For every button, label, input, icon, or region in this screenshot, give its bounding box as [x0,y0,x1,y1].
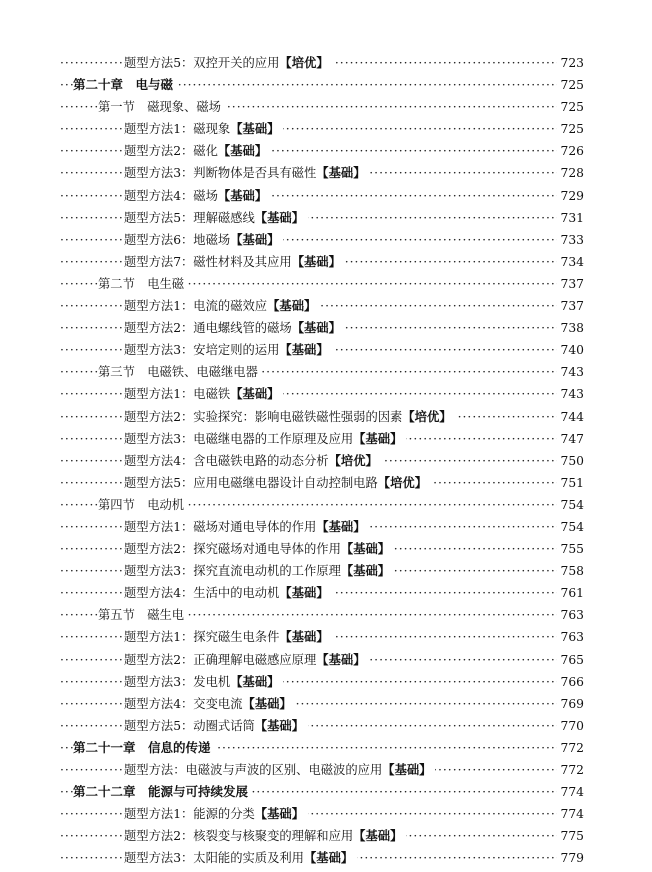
difficulty-tag: 培优 [414,409,440,424]
difficulty-tag: 基础 [353,542,378,557]
tag-bracket-close: 】 [414,474,427,490]
difficulty-tag: 基础 [353,564,378,579]
toc-entry-method[interactable] [0,649,652,671]
tag-bracket-open: 【 [303,850,317,866]
tag-bracket-open: 【 [377,474,391,490]
toc-entry-label: 第二十章 电与磁 [73,77,174,93]
toc-entry-method[interactable] [0,229,652,251]
toc-entry-method[interactable] [0,671,652,693]
tag-bracket-close: 】 [267,386,280,402]
toc-entry-method[interactable] [0,317,652,339]
tag-bracket-close: 】 [267,673,280,689]
toc-entry-label: 第二十一章 信息的传递 [73,739,211,755]
toc-entry-label: 题型方法3：判断物体是否具有磁性 [124,166,317,181]
toc-entry-text [124,450,382,472]
toc-entry-label: 题型方法3：电磁继电器的工作原理及应用 [124,431,354,446]
difficulty-tag: 基础 [230,188,255,203]
toc-entry-label: 题型方法4：含电磁铁电路的动态分析 [124,453,329,468]
difficulty-tag: 基础 [394,763,420,777]
toc-entry-label: 题型方法3：探究直流电动机的工作原理 [124,564,341,579]
toc-entry-text [124,759,435,781]
tag-bracket-close: 】 [304,298,317,314]
page-number: 743 [557,361,584,383]
table-of-contents [0,52,652,869]
difficulty-tag: 基础 [365,431,391,446]
toc-entry-method[interactable] [0,140,652,162]
toc-entry-method[interactable] [0,383,652,405]
difficulty-tag: 基础 [328,519,354,534]
tag-bracket-open: 【 [316,651,329,667]
tag-bracket-close: 】 [328,253,341,269]
toc-entry-label: 题型方法3：安培定则的运用 [124,343,280,358]
page-number: 726 [557,140,584,162]
toc-entry-text [124,626,333,648]
tag-bracket-close: 】 [279,695,292,711]
toc-entry-label: 第一节 磁现象、磁场 [98,100,221,115]
tag-bracket-close: 】 [353,165,366,181]
page-number: 763 [557,626,584,648]
toc-entry-section[interactable] [0,96,652,118]
toc-entry-method[interactable] [0,207,652,229]
toc-entry-label: 第五节 磁生电 [98,608,185,623]
toc-entry-text [124,229,283,251]
toc-entry-method[interactable] [0,185,652,207]
tag-bracket-close: 】 [390,828,403,844]
tag-bracket-open: 【 [254,717,268,733]
difficulty-tag: 基础 [328,652,354,667]
page-number: 743 [557,383,584,405]
page-number: 734 [557,251,584,273]
toc-entry-section[interactable] [0,361,652,383]
tag-bracket-close: 】 [254,187,268,203]
page-number: 729 [557,185,584,207]
tag-bracket-close: 】 [291,717,305,733]
toc-entry-text [124,317,345,339]
toc-entry-text [124,649,370,671]
page-number: 754 [557,516,584,538]
toc-entry-chapter[interactable] [0,737,652,759]
difficulty-tag: 基础 [267,210,292,225]
toc-entry-label: 题型方法1：电流的磁效应 [124,299,268,314]
toc-entry-label: 题型方法1：磁现象 [124,122,231,137]
tag-bracket-open: 【 [328,452,341,468]
tag-bracket-close: 】 [254,143,268,159]
toc-entry-text [124,162,370,184]
difficulty-tag: 基础 [242,232,268,247]
tag-bracket-open: 【 [230,673,243,689]
tag-bracket-open: 【 [242,695,255,711]
page-number: 761 [557,582,584,604]
toc-entry-text [124,140,271,162]
page-number: 758 [557,560,584,582]
toc-entry-method[interactable] [0,52,652,74]
page-number: 770 [557,715,584,737]
tag-bracket-close: 】 [353,518,366,534]
tag-bracket-open: 【 [382,762,395,777]
toc-entry-method[interactable] [0,538,652,560]
toc-entry-method[interactable] [0,825,652,847]
page-number: 765 [557,649,584,671]
toc-entry-text [124,803,308,825]
page-number: 772 [557,759,584,781]
toc-entry-method[interactable] [0,626,652,648]
toc-entry-label: 题型方法5：应用电磁继电器设计自动控制电路 [124,475,378,490]
tag-bracket-open: 【 [340,541,354,557]
toc-entry-text [124,582,333,604]
toc-entry-chapter[interactable] [0,74,652,96]
tag-bracket-close: 】 [340,850,354,866]
tag-bracket-open: 【 [291,320,304,336]
toc-entry-method[interactable] [0,693,652,715]
tag-bracket-open: 【 [254,209,268,225]
toc-entry-section[interactable] [0,273,652,295]
difficulty-tag: 基础 [365,829,391,844]
tag-bracket-close: 】 [291,806,305,822]
tag-bracket-open: 【 [279,55,292,70]
toc-entry-method[interactable] [0,582,652,604]
page-number: 750 [557,450,584,472]
toc-entry-text [124,383,283,405]
toc-entry-label: 第二十二章 能源与可持续发展 [73,784,249,800]
tag-bracket-open: 【 [291,253,304,269]
tag-bracket-open: 【 [279,629,292,645]
difficulty-tag: 基础 [304,321,329,336]
toc-entry-text [124,538,394,560]
toc-entry-text [124,516,370,538]
difficulty-tag: 基础 [328,166,354,181]
tag-bracket-close: 】 [419,762,432,777]
toc-entry-text [124,560,394,582]
toc-entry-label: 题型方法2：磁化 [124,144,218,159]
toc-entry-label: 题型方法3：发电机 [124,674,231,689]
toc-entry-method[interactable] [0,560,652,582]
difficulty-tag: 基础 [267,718,292,733]
toc-entry-label: 题型方法2：探究磁场对通电导体的作用 [124,542,341,557]
toc-entry-chapter[interactable] [0,781,652,803]
toc-entry-text [98,361,262,383]
page-number: 737 [557,295,584,317]
toc-entry-method[interactable] [0,251,652,273]
tag-bracket-open: 【 [316,518,329,534]
difficulty-tag: 基础 [242,387,268,402]
toc-entry-label: 题型方法7：磁性材料及其应用 [124,254,292,269]
toc-entry-method[interactable] [0,847,652,869]
toc-entry-label: 题型方法：电磁波与声波的区别、电磁波的应用 [124,763,383,777]
toc-entry-method[interactable] [0,406,652,428]
tag-bracket-close: 】 [377,563,391,579]
page-number: 737 [557,273,584,295]
tag-bracket-open: 【 [217,143,231,159]
toc-entry-text [98,273,188,295]
tag-bracket-open: 【 [402,408,415,424]
tag-bracket-close: 】 [353,651,366,667]
tag-bracket-open: 【 [279,585,292,601]
difficulty-tag: 基础 [242,122,268,137]
toc-entry-text [124,207,308,229]
difficulty-tag: 基础 [267,807,292,822]
toc-entry-method[interactable] [0,295,652,317]
toc-entry-label: 第四节 电动机 [98,497,185,512]
difficulty-tag: 基础 [242,674,268,689]
page-number: 779 [557,847,584,869]
tag-bracket-open: 【 [254,806,268,822]
toc-entry-label: 题型方法6：地磁场 [124,232,231,247]
page-number: 769 [557,693,584,715]
toc-entry-text [124,295,320,317]
page-number: 728 [557,162,584,184]
toc-entry-label: 题型方法2：实验探究：影响电磁铁磁性强弱的因素 [124,409,403,424]
difficulty-tag: 基础 [254,696,280,711]
difficulty-tag: 基础 [291,343,317,358]
toc-entry-label: 题型方法4：生活中的电动机 [124,586,280,601]
toc-entry-label: 题型方法2：正确理解电磁感应原理 [124,652,317,667]
toc-entry-method[interactable] [0,162,652,184]
toc-entry-label: 题型方法5：理解磁感线 [124,210,255,225]
toc-entry-method[interactable] [0,339,652,361]
tag-bracket-close: 】 [316,585,329,601]
page-number: 725 [557,74,584,96]
page-number: 744 [557,406,584,428]
toc-entry-label: 题型方法1：电磁铁 [124,387,231,402]
toc-entry-label: 题型方法4：磁场 [124,188,218,203]
toc-entry-text [124,185,271,207]
toc-entry-label: 题型方法2：通电螺线管的磁场 [124,321,292,336]
tag-bracket-close: 】 [267,121,280,137]
toc-entry-label: 题型方法5：双控开关的应用 [124,56,280,70]
tag-bracket-open: 【 [353,430,366,446]
toc-entry-text [73,781,252,803]
toc-entry-method[interactable] [0,715,652,737]
page-number: 747 [557,428,584,450]
tag-bracket-open: 【 [217,187,231,203]
page-number: 755 [557,538,584,560]
tag-bracket-close: 】 [328,320,341,336]
toc-entry-label: 题型方法1：磁场对通电导体的作用 [124,519,317,534]
difficulty-tag: 基础 [304,254,329,269]
difficulty-tag: 基础 [279,299,305,314]
tag-bracket-open: 【 [316,165,329,181]
page-number: 774 [557,803,584,825]
tag-bracket-close: 】 [390,430,403,446]
toc-entry-label: 题型方法5：动圈式话筒 [124,718,255,733]
toc-entry-text [124,472,431,494]
page-number: 775 [557,825,584,847]
page-number: 763 [557,604,584,626]
toc-entry-text [124,847,357,869]
page-number: 725 [557,118,584,140]
toc-entry-section[interactable] [0,494,652,516]
difficulty-tag: 基础 [230,144,255,159]
toc-entry-text [98,604,188,626]
difficulty-tag: 培优 [340,453,366,468]
toc-entry-text [124,693,296,715]
toc-entry-text [98,96,225,118]
toc-entry-label: 题型方法1：能源的分类 [124,807,255,822]
toc-entry-text [73,74,177,96]
toc-entry-text [124,251,345,273]
page-number: 740 [557,339,584,361]
toc-entry-label: 第二节 电生磁 [98,276,185,291]
toc-entry-method[interactable] [0,428,652,450]
difficulty-tag: 培优 [291,56,317,70]
toc-entry-text [124,52,333,74]
toc-entry-label: 题型方法2：核裂变与核聚变的理解和应用 [124,829,354,844]
toc-entry-method[interactable] [0,759,652,781]
tag-bracket-open: 【 [267,298,280,314]
page-number: 733 [557,229,584,251]
tag-bracket-open: 【 [340,563,354,579]
toc-entry-method[interactable] [0,803,652,825]
difficulty-tag: 基础 [316,851,341,866]
toc-entry-method[interactable] [0,516,652,538]
tag-bracket-close: 】 [316,629,329,645]
toc-entry-label: 第三节 电磁铁、电磁继电器 [98,365,258,380]
page-number: 766 [557,671,584,693]
tag-bracket-open: 【 [353,828,366,844]
toc-entry-section[interactable] [0,604,652,626]
difficulty-tag: 基础 [291,586,317,601]
tag-bracket-close: 】 [316,342,329,358]
tag-bracket-open: 【 [279,342,292,358]
toc-entry-text [124,671,283,693]
tag-bracket-close: 】 [267,231,280,247]
difficulty-tag: 培优 [390,475,415,490]
toc-entry-method[interactable] [0,472,652,494]
toc-entry-text [98,494,188,516]
tag-bracket-close: 】 [377,541,391,557]
page-number: 725 [557,96,584,118]
page-number: 738 [557,317,584,339]
toc-entry-text [124,825,406,847]
page-number: 772 [557,737,584,759]
tag-bracket-close: 】 [316,55,329,70]
toc-entry-label: 题型方法1：探究磁生电条件 [124,630,280,645]
tag-bracket-open: 【 [230,231,243,247]
tag-bracket-open: 【 [230,386,243,402]
toc-entry-method[interactable] [0,450,652,472]
toc-entry-label: 题型方法3：太阳能的实质及利用 [124,851,304,866]
page-number: 751 [557,472,584,494]
difficulty-tag: 基础 [291,630,317,645]
toc-entry-text [124,428,406,450]
page-number: 774 [557,781,584,803]
tag-bracket-close: 】 [365,452,378,468]
toc-entry-label: 题型方法4：交变电流 [124,696,243,711]
toc-entry-text [124,406,456,428]
toc-entry-text [124,339,333,361]
toc-entry-text [124,715,308,737]
page-number: 754 [557,494,584,516]
page-number: 731 [557,207,584,229]
tag-bracket-close: 】 [439,408,452,424]
tag-bracket-open: 【 [230,121,243,137]
toc-entry-text [124,118,283,140]
tag-bracket-close: 】 [291,209,305,225]
toc-entry-method[interactable] [0,118,652,140]
page-number: 723 [557,52,584,74]
toc-entry-text [73,737,215,759]
